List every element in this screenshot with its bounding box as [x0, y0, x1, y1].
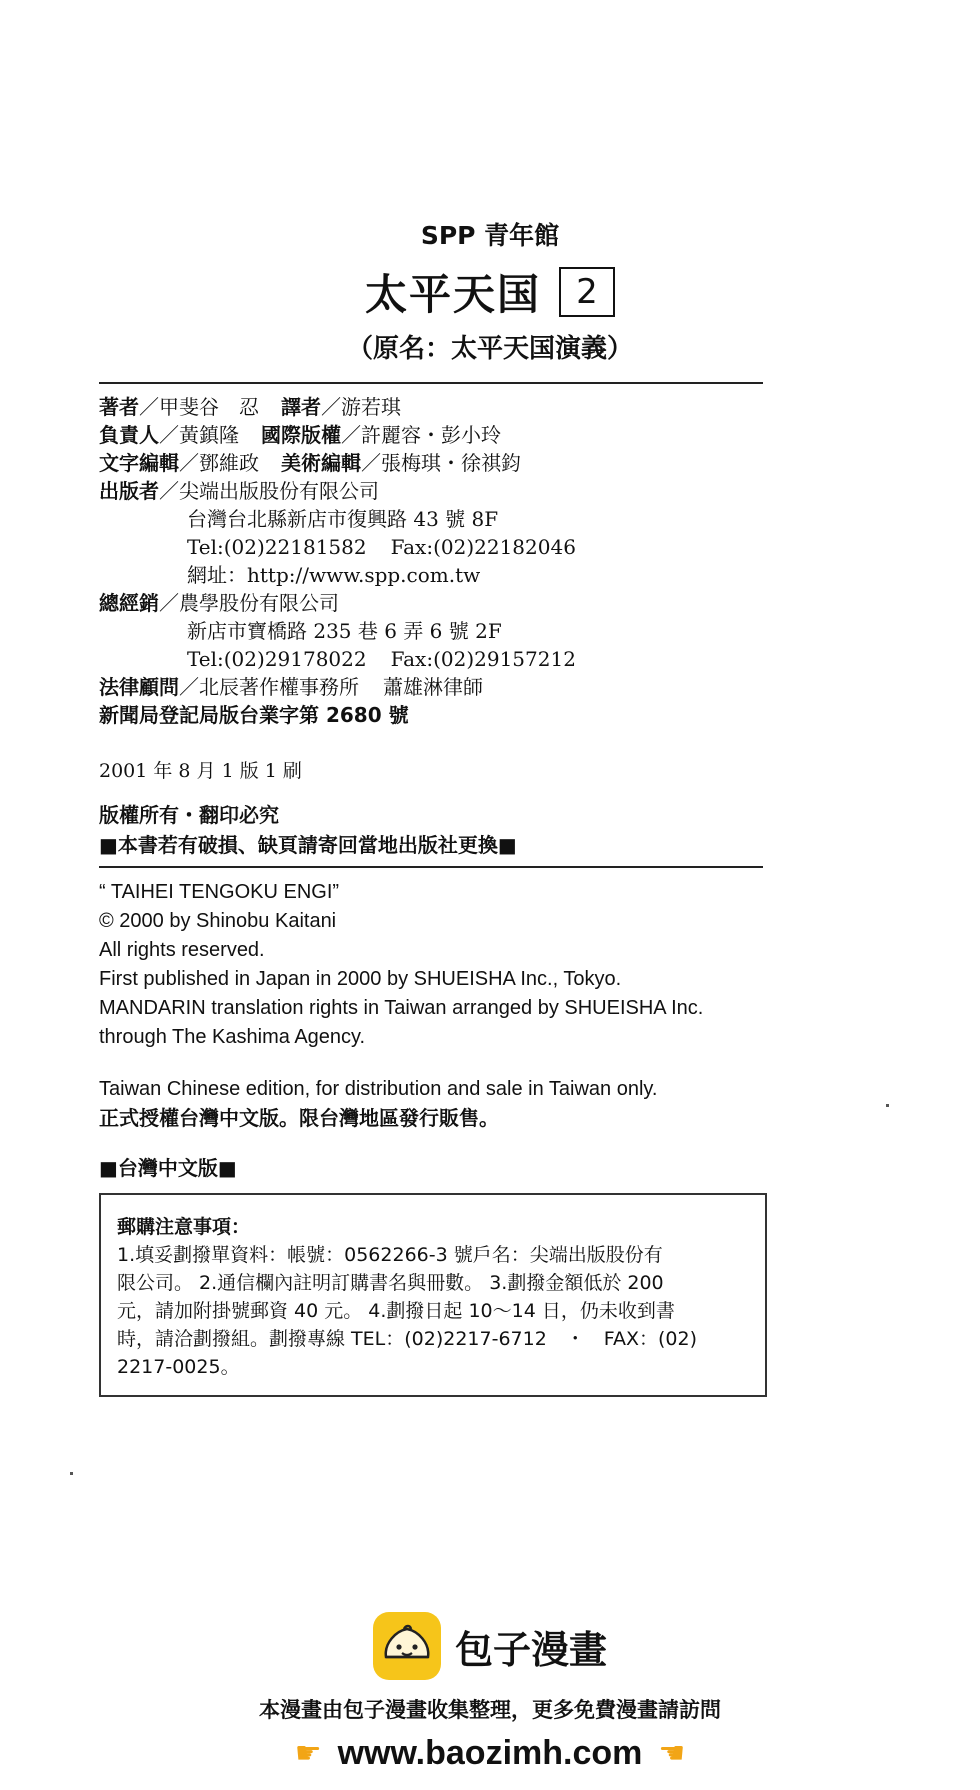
copyright-line: All rights reserved. — [99, 939, 265, 961]
publisher-name: 尖端出版股份有限公司 — [179, 479, 379, 503]
text-editor-name: 鄧維政 — [199, 451, 259, 475]
notice-line: 時，請洽劃撥組。劃撥專線 TEL：(02)2217-6712 ・ FAX：(02) — [117, 1328, 698, 1350]
publisher-website: 網址：http://www.spp.com.tw — [187, 563, 481, 587]
taiwan-edition-zh: 正式授權台灣中文版。限台灣地區發行販售。 — [99, 1106, 499, 1130]
taiwan-edition-block — [99, 1075, 657, 1133]
author-row: 著者／甲斐谷 忍 譯者／游若琪 — [99, 395, 401, 419]
pointing-hand-left-icon: ☚ — [658, 1736, 686, 1771]
art-editor-names: 張梅琪・徐祺鈞 — [381, 451, 521, 475]
distributor-row: 總經銷／農學股份有限公司 — [99, 591, 339, 615]
publisher-rep-name: 黃鎮隆 — [179, 423, 239, 447]
watermark-logo — [0, 1612, 980, 1680]
publisher-label: 出版者 — [99, 479, 159, 503]
copyright-line: MANDARIN translation rights in Taiwan arranged by SHUEISHA Inc. — [99, 997, 704, 1019]
series-label: SPP 青年館 — [420, 221, 560, 250]
registration-number: 新聞局登記局版台業字第 2680 號 — [99, 703, 409, 727]
url-row — [0, 1734, 980, 1773]
divider-top — [99, 382, 763, 384]
english-copyright — [99, 878, 703, 1052]
scan-speck — [886, 1104, 889, 1107]
publisher-address: 台灣台北縣新店市復興路 43 號 8F — [187, 507, 499, 531]
copyright-line: through The Kashima Agency. — [99, 1026, 366, 1048]
editor-row: 文字編輯／鄧維政 美術編輯／張梅琪・徐祺鈞 — [99, 451, 521, 475]
distributor-fax: Fax:(02)29157212 — [390, 647, 576, 671]
original-title: （原名：太平天国演義） — [346, 334, 633, 364]
art-editor-label: 美術編輯 — [281, 451, 361, 475]
rep-row: 負責人／黃鎮隆 國際版權／許麗容・彭小玲 — [99, 423, 501, 447]
title-row — [0, 262, 980, 322]
volume-number: 2 — [559, 267, 615, 317]
bun-logo-icon — [373, 1612, 441, 1680]
distributor-contact — [99, 645, 576, 673]
publisher-contact — [99, 533, 576, 561]
distributor-name: 農學股份有限公司 — [179, 591, 339, 615]
notice-title: 郵購注意事項： — [117, 1216, 251, 1238]
rights-block — [99, 800, 517, 860]
mail-order-notice — [99, 1193, 767, 1397]
rights-reserved: 版權所有・翻印必究 — [99, 803, 279, 827]
distributor-tel: Tel:(02)29178022 — [187, 647, 367, 671]
legal-label: 法律顧問 — [99, 675, 179, 699]
distributor-address: 新店市寶橋路 235 巷 6 弄 6 號 2F — [187, 619, 502, 643]
legal-firm: 北辰著作權事務所 — [199, 675, 359, 699]
scan-speck — [70, 1472, 73, 1475]
brand-name: 包子漫畫 — [454, 1627, 607, 1672]
publisher-row: 出版者／尖端出版股份有限公司 — [99, 479, 379, 503]
copyright-line: First published in Japan in 2000 by SHUEISHA Inc., Tokyo. — [99, 968, 622, 990]
copyright-line: “ TAIHEI TENGOKU ENGI” — [99, 881, 340, 903]
edition-info: 2001 年 8 月 1 版 1 刷 — [99, 760, 302, 782]
notice-line: 2217-0025。 — [117, 1356, 240, 1378]
notice-line: 元，請加附掛號郵資 40 元。 4.劃撥日起 10～14 日，仍未收到書 — [117, 1300, 675, 1322]
author-label: 著者 — [99, 395, 139, 419]
replacement-notice: ■本書若有破損、缺頁請寄回當地出版社更換■ — [99, 833, 517, 857]
notice-line: 1.填妥劃撥單資料：帳號：0562266-3 號戶名：尖端出版股份有 — [117, 1244, 663, 1266]
book-title: 太平天国 — [364, 270, 541, 319]
publisher-tel: Tel:(02)22181582 — [187, 535, 367, 559]
site-url[interactable]: www.baozimh.com — [337, 1734, 643, 1772]
taiwan-edition-label: ■台灣中文版■ — [99, 1156, 237, 1180]
text-editor-label: 文字編輯 — [99, 451, 179, 475]
taiwan-edition-en: Taiwan Chinese edition, for distribution and sale in Taiwan only. — [99, 1078, 658, 1100]
legal-row: 法律顧問／北辰著作權事務所 蕭雄淋律師 — [99, 675, 483, 699]
author-name: 甲斐谷 忍 — [159, 395, 259, 419]
copyright-line: © 2000 by Shinobu Kaitani — [99, 910, 337, 932]
credits-block — [99, 393, 576, 729]
pointing-hand-right-icon: ☛ — [294, 1736, 322, 1771]
distributor-label: 總經銷 — [99, 591, 159, 615]
intl-rights-names: 許麗容・彭小玲 — [361, 423, 501, 447]
publisher-rep-label: 負責人 — [99, 423, 159, 447]
notice-line: 限公司。 2.通信欄內註明訂購書名與冊數。 3.劃撥金額低於 200 — [117, 1272, 664, 1294]
promo-text: 本漫畫由包子漫畫收集整理，更多免費漫畫請訪問 — [259, 1698, 721, 1722]
translator-name: 游若琪 — [341, 395, 401, 419]
legal-lawyer: 蕭雄淋律師 — [383, 675, 483, 699]
divider-bottom — [99, 866, 763, 868]
translator-label: 譯者 — [281, 395, 321, 419]
publisher-fax: Fax:(02)22182046 — [390, 535, 576, 559]
intl-rights-label: 國際版權 — [261, 423, 341, 447]
